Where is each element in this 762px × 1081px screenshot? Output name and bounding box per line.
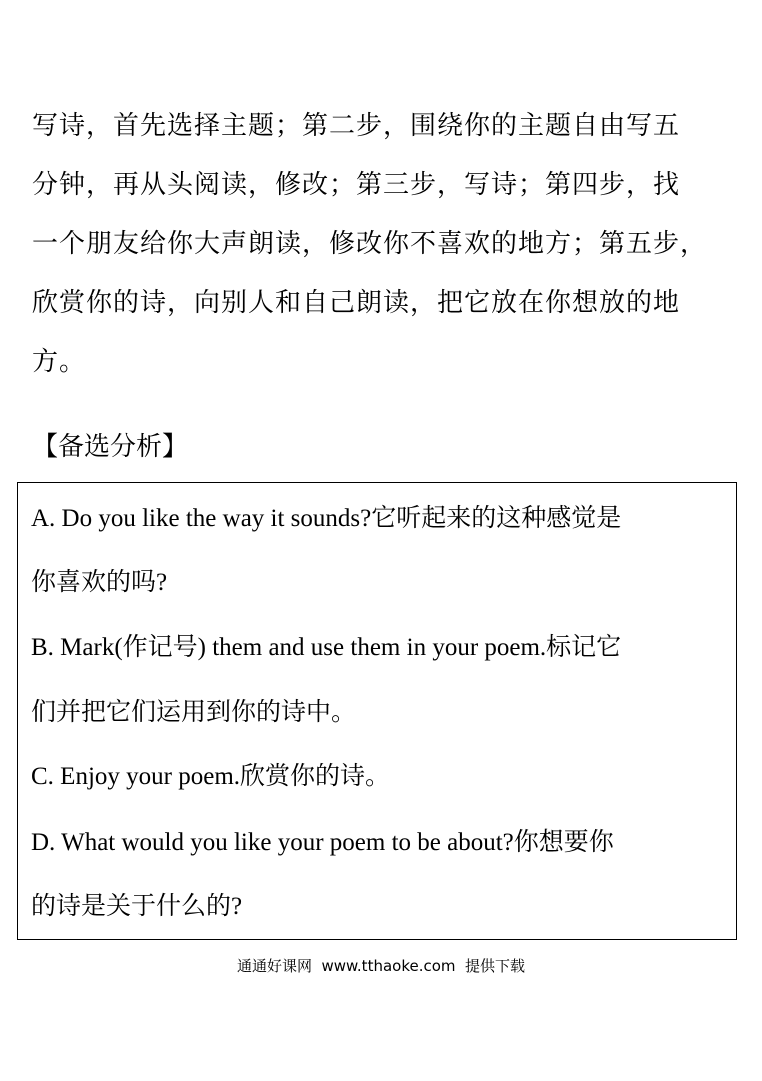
option-a-line-1: A. Do you like the way it sounds?它听起来的这种感觉是 xyxy=(31,505,622,532)
option-d-line-2: 的诗是关于什么的? xyxy=(31,893,243,920)
option-b-line-1: B. Mark(作记号) them and use them in your poem.标记它 xyxy=(31,634,622,661)
option-a-line-2: 你喜欢的吗? xyxy=(31,569,168,596)
option-c-line: C. Enjoy your poem.欣赏你的诗。 xyxy=(31,763,391,790)
body-paragraph xyxy=(32,97,732,392)
option-d-line-1: D. What would you like your poem to be about?你想要你 xyxy=(31,829,614,856)
option-b-line-2: 们并把它们运用到你的诗中。 xyxy=(31,699,357,726)
paragraph-line-1: 写诗，首先选择主题；第二步，围绕你的主题自由写五 xyxy=(32,111,681,141)
paragraph-line-4: 欣赏你的诗，向别人和自己朗读，把它放在你想放的地 xyxy=(32,288,681,318)
paragraph-line-2: 分钟，再从头阅读，修改；第三步，写诗；第四步，找 xyxy=(32,170,681,200)
options-box xyxy=(17,482,737,940)
section-heading: 【备选分析】 xyxy=(32,432,189,462)
paragraph-line-3: 一个朋友给你大声朗读，修改你不喜欢的地方；第五步， xyxy=(32,229,708,259)
paragraph-line-5: 方。 xyxy=(32,347,87,377)
footer-source-text: 通通好课网 www.tthaoke.com 提供下载 xyxy=(236,957,526,975)
